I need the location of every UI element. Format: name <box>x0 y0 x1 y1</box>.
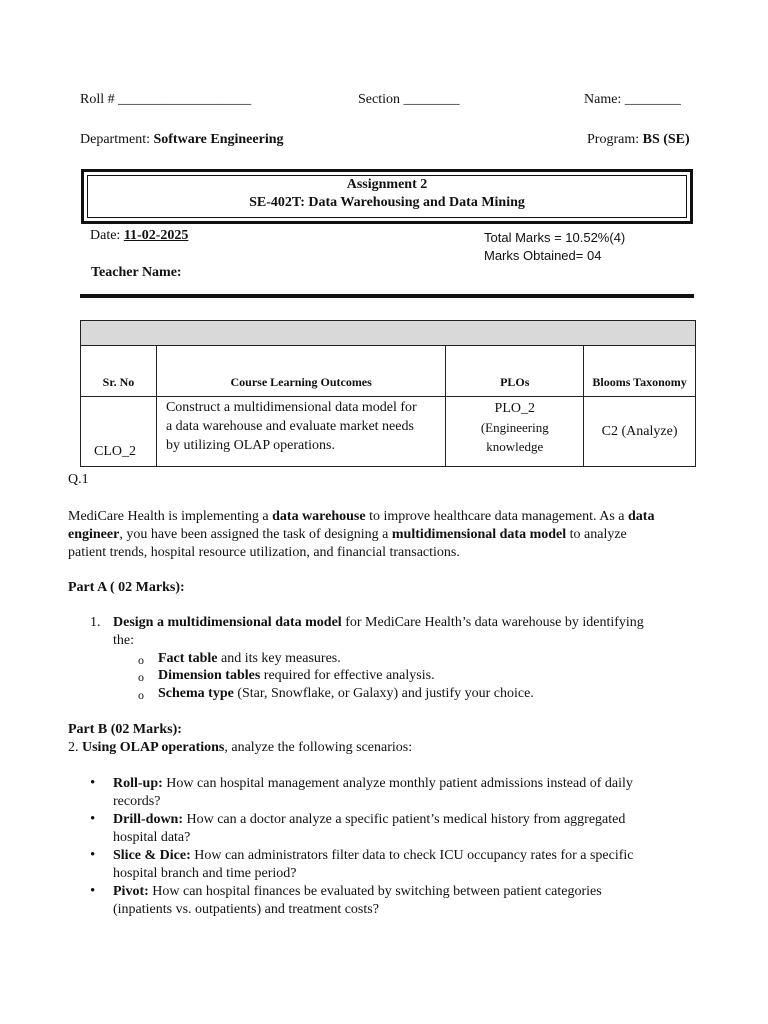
disc-bullet-icon: • <box>90 883 96 899</box>
part-b-intro <box>68 740 412 756</box>
course-title: SE-402T: Data Warehousing and Data Mining <box>249 195 525 210</box>
question-number: Q.1 <box>68 472 89 487</box>
part-b-intro-bold: Using OLAP operations <box>82 740 225 755</box>
list-item <box>113 812 625 828</box>
disc-bullet-icon: • <box>90 847 96 863</box>
disc-bullet-icon: • <box>90 811 96 827</box>
header-plos: PLOs <box>446 346 584 397</box>
clo-table <box>80 320 696 467</box>
list-item-text: required for effective analysis. <box>260 668 435 683</box>
list-item-text: (Star, Snowflake, or Galaxy) and justify your choice. <box>233 686 534 701</box>
cell-sr-no: CLO_2 <box>81 397 157 467</box>
part-a-item-bold: Design a multidimensional data model <box>113 615 342 630</box>
scenario-text-cont: (inpatients vs. outpatients) and treatment costs? <box>113 902 379 917</box>
program-line <box>587 132 690 148</box>
list-item-bold: Fact table <box>158 651 218 666</box>
intro-line <box>68 508 708 526</box>
part-a-item-number: 1. <box>90 615 101 630</box>
list-item <box>158 686 534 702</box>
header-blooms: Blooms Taxonomy <box>584 346 696 397</box>
scenario-text: How can hospital management analyze monthly patient admissions instead of daily <box>162 776 633 791</box>
roll-number-field: Roll # ___________________ <box>80 92 252 107</box>
marks-obtained: Marks Obtained= 04 <box>484 248 602 263</box>
department-line <box>80 132 284 148</box>
part-b-intro-text: , analyze the following scenarios: <box>224 740 413 755</box>
clo-line: by utilizing OLAP operations. <box>165 438 335 453</box>
intro-text: to improve healthcare data management. As a <box>365 509 628 524</box>
question-intro <box>68 508 708 562</box>
intro-line <box>68 526 708 544</box>
list-item <box>113 776 633 792</box>
part-a-title: Part A ( 02 Marks): <box>68 580 185 595</box>
intro-line: patient trends, hospital resource utilization, and financial transactions. <box>68 545 460 560</box>
list-item-text: and its key measures. <box>217 651 341 666</box>
cell-clo <box>156 397 445 467</box>
scenario-label: Pivot: <box>113 884 149 899</box>
list-item-bold: Schema type <box>158 686 234 701</box>
intro-bold: multidimensional data model <box>391 527 567 542</box>
disc-bullet-icon: • <box>90 775 96 791</box>
scenario-text: How can hospital finances be evaluated by switching between patient categories <box>148 884 602 899</box>
table-header-row <box>81 346 696 397</box>
scenario-text-cont: hospital data? <box>113 830 191 845</box>
program-value: BS (SE) <box>642 132 690 147</box>
circle-bullet-icon: o <box>138 688 144 702</box>
plo-line: PLO_2 <box>494 401 535 416</box>
scenario-text: How can a doctor analyze a specific patient’s medical history from aggregated <box>183 812 626 827</box>
scenario-text-cont: records? <box>113 794 161 809</box>
program-label: Program: <box>587 132 643 147</box>
cell-plo <box>446 397 584 467</box>
plo-line: (Engineering <box>480 420 549 435</box>
assignment-title: Assignment 2 <box>346 177 428 192</box>
part-a-item-text: for MediCare Health’s data warehouse by identifying <box>341 615 644 630</box>
teacher-name-label: Teacher Name: <box>91 265 182 280</box>
intro-bold: data warehouse <box>272 509 366 524</box>
list-item <box>158 651 341 667</box>
header-sr-no: Sr. No <box>81 346 157 397</box>
intro-text: , you have been assigned the task of designing a <box>119 527 392 542</box>
plo-line: knowledge <box>486 439 544 454</box>
total-marks: Total Marks = 10.52%(4) <box>484 230 626 245</box>
intro-bold: data <box>628 509 655 524</box>
circle-bullet-icon: o <box>138 670 144 684</box>
section-field: Section ________ <box>358 92 460 107</box>
clo-line: a data warehouse and evaluate market needs <box>165 419 414 434</box>
list-item <box>113 848 634 864</box>
scenario-label: Slice & Dice: <box>113 848 191 863</box>
clo-line: Construct a multidimensional data model for <box>165 400 417 415</box>
scenario-label: Drill-down: <box>113 812 183 827</box>
scenario-text: How can administrators filter data to check ICU occupancy rates for a specific <box>190 848 634 863</box>
table-gray-header-row <box>81 321 696 346</box>
header-divider <box>80 294 694 298</box>
part-b-number: 2. <box>68 740 82 755</box>
scenario-label: Roll-up: <box>113 776 163 791</box>
intro-bold: engineer <box>68 527 120 542</box>
department-value: Software Engineering <box>153 132 284 147</box>
date-line <box>90 228 188 244</box>
part-a-item <box>113 615 644 631</box>
scenario-text-cont: hospital branch and time period? <box>113 866 297 881</box>
list-item <box>158 668 435 684</box>
intro-text: to analyze <box>566 527 627 542</box>
part-a-item-cont: the: <box>113 633 134 648</box>
department-label: Department: <box>80 132 154 147</box>
circle-bullet-icon: o <box>138 653 144 667</box>
list-item-bold: Dimension tables <box>158 668 261 683</box>
part-b-title: Part B (02 Marks): <box>68 722 182 737</box>
name-field: Name: ________ <box>584 92 681 107</box>
table-row <box>81 397 696 467</box>
header-clo: Course Learning Outcomes <box>156 346 445 397</box>
cell-blooms: C2 (Analyze) <box>584 397 696 467</box>
date-label: Date: <box>90 228 124 243</box>
intro-text: MediCare Health is implementing a <box>68 509 273 524</box>
list-item <box>113 884 602 900</box>
assignment-title-box <box>81 169 693 224</box>
date-value: 11-02-2025 <box>123 228 189 243</box>
